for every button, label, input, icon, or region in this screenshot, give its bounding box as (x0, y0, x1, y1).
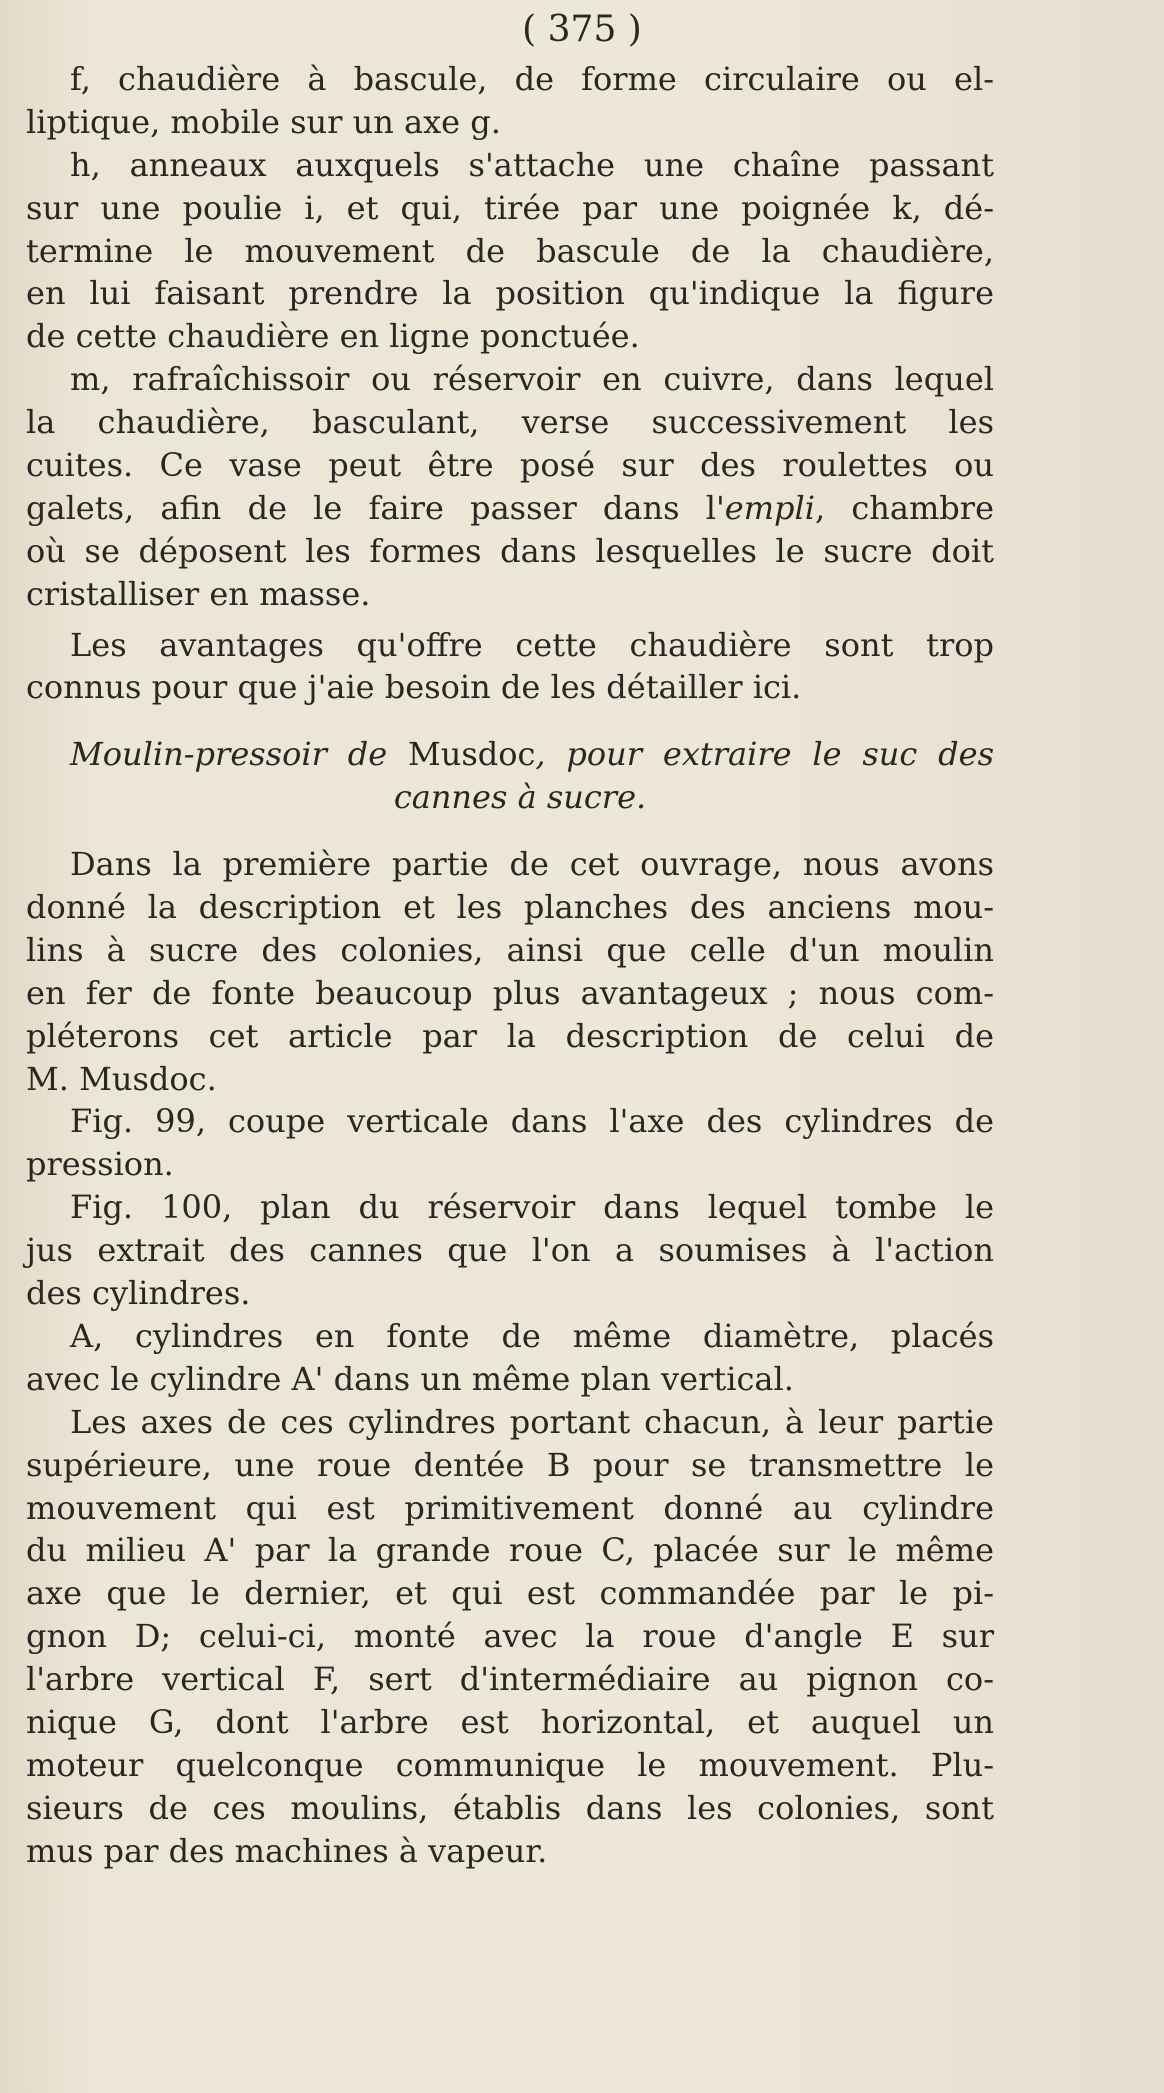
paragraph-chaudiere (26, 58, 994, 144)
text-line: connus pour que j'aie besoin de les détailler ici. (26, 668, 802, 707)
heading-line: cannes à sucre. (393, 778, 647, 817)
text-line: en fer de fonte beaucoup plus avantageux ; nous com- (26, 973, 994, 1012)
text-line: termine le mouvement de bascule de la chaudière, (26, 231, 994, 270)
text-line: sur une poulie i, et qui, tirée par une poignée k, dé- (26, 188, 994, 227)
text-line: cuites. Ce vase peut être posé sur des roulettes ou (26, 446, 994, 485)
text-fragment: , chambre (814, 488, 995, 527)
text-line: Fig. 100, plan du réservoir dans lequel tombe le (70, 1188, 994, 1227)
paragraph-cylindres (26, 1315, 994, 1401)
paragraph-fig-100 (26, 1186, 994, 1315)
paragraph-fig-99 (26, 1100, 994, 1186)
text-line: en lui faisant prendre la position qu'indique la figure (26, 274, 994, 313)
page-number: ( 375 ) (522, 9, 642, 50)
italic-term-empli: empli (724, 488, 815, 527)
text-line: cristalliser en masse. (26, 574, 371, 613)
heading-name-musdoc: Musdoc (407, 735, 536, 774)
text-line: pression. (26, 1145, 174, 1184)
text-line: liptique, mobile sur un axe g. (26, 102, 501, 141)
text-line: l'arbre vertical F, sert d'intermédiaire au pignon co- (26, 1660, 994, 1699)
heading-fragment: , pour extraire le suc des (535, 735, 995, 774)
text-line: Fig. 99, coupe verticale dans l'axe des cylindres de (70, 1102, 994, 1141)
text-line: mus par des machines à vapeur. (26, 1831, 548, 1870)
text-line: M. Musdoc. (26, 1059, 217, 1098)
text-line: la chaudière, basculant, verse successivement les (26, 403, 994, 442)
text-line: Les avantages qu'offre cette chaudière sont trop (70, 625, 994, 664)
paragraph-rafraichissoir (26, 358, 994, 615)
text-line: lins à sucre des colonies, ainsi que celle d'un moulin (26, 930, 994, 969)
text-line: mouvement qui est primitivement donné au cylindre (26, 1488, 994, 1527)
text-line: f, chaudière à bascule, de forme circulaire ou el- (70, 60, 994, 98)
text-line: Les axes de ces cylindres portant chacun, à leur partie (70, 1402, 994, 1441)
text-line: du milieu A' par la grande roue C, placée sur le même (26, 1531, 994, 1570)
text-line: axe que le dernier, et qui est commandée par le pi- (26, 1574, 994, 1613)
paragraph-avantages (26, 624, 994, 710)
text-line: moteur quelconque communique le mouvement. Plu- (26, 1745, 994, 1784)
body-text (26, 58, 994, 1873)
paragraph-description (26, 843, 994, 1100)
text-line: nique G, dont l'arbre est horizontal, et auquel un (26, 1702, 994, 1741)
text-line: h, anneaux auxquels s'attache une chaîne passant (70, 145, 994, 184)
text-line: de cette chaudière en ligne ponctuée. (26, 317, 640, 356)
text-line: jus extrait des cannes que l'on a soumises à l'action (26, 1231, 994, 1270)
text-fragment: galets, afin de le faire passer dans l' (26, 488, 725, 527)
text-line: sieurs de ces moulins, établis dans les colonies, sont (26, 1788, 994, 1827)
heading-fragment: Moulin-pressoir de (70, 735, 408, 774)
text-line: supérieure, une roue dentée B pour se transmettre le (26, 1445, 994, 1484)
text-line: m, rafraîchissoir ou réservoir en cuivre, dans lequel (70, 360, 994, 399)
paragraph-axes (26, 1401, 994, 1873)
text-line: donné la description et les planches des anciens mou- (26, 888, 994, 927)
text-line: A, cylindres en fonte de même diamètre, placés (70, 1316, 994, 1355)
text-line: avec le cylindre A' dans un même plan vertical. (26, 1359, 794, 1398)
text-line: pléterons cet article par la description de celui de (26, 1016, 994, 1055)
text-line: Dans la première partie de cet ouvrage, nous avons (70, 845, 994, 884)
paragraph-anneaux (26, 144, 994, 358)
text-line: gnon D; celui-ci, monté avec la roue d'angle E sur (26, 1617, 994, 1656)
heading-line (26, 733, 994, 776)
text-line: des cylindres. (26, 1274, 251, 1313)
text-line (26, 487, 994, 530)
section-heading (26, 733, 994, 819)
text-line: où se déposent les formes dans lesquelles le sucre doit (26, 531, 994, 570)
